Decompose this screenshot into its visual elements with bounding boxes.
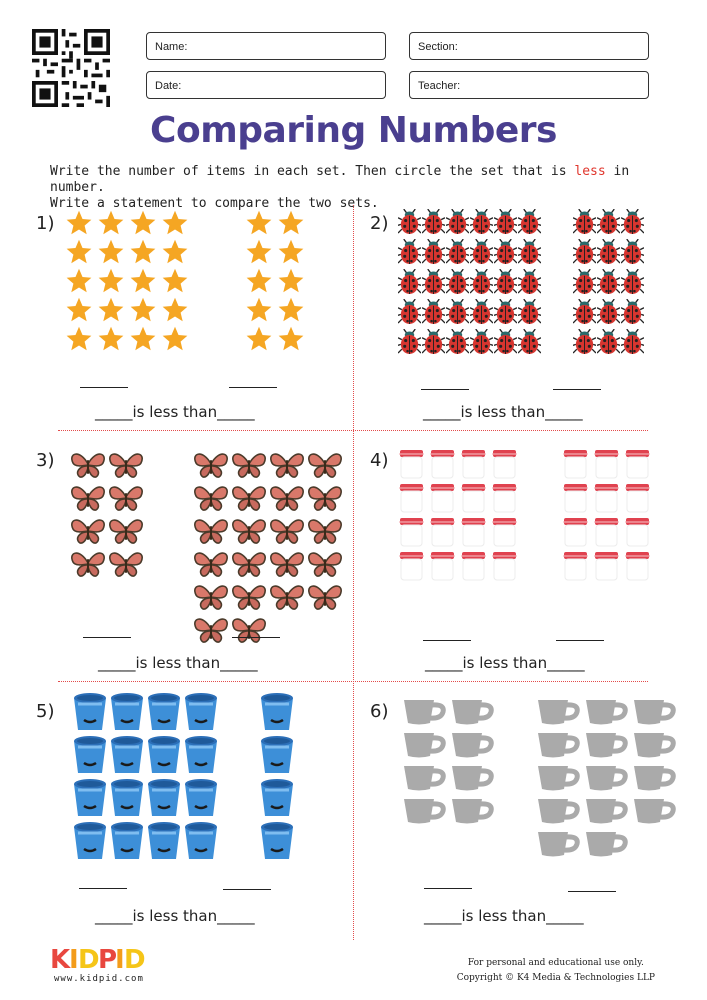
ladybug-icon [621,269,645,299]
butterfly-icon [231,583,269,616]
ladybug-icon [597,269,621,299]
bucket-icon [183,778,220,821]
date-label: Date: [155,80,182,92]
statement-3[interactable]: _____is less than_____ [98,654,258,672]
butterfly-icon [231,484,269,517]
cup-icon [536,797,584,830]
ladybug-icon [597,329,621,359]
cup-icon [584,797,632,830]
teacher-label: Teacher: [418,80,461,92]
jar-icon [429,551,460,585]
name-label: Name: [155,41,188,53]
cup-icon [450,731,498,764]
bucket-icon [183,821,220,864]
butterfly-icon [269,583,307,616]
cup-icon [632,698,680,731]
star-icon [128,296,160,325]
ladybug-icon [518,239,542,269]
bucket-icon [259,735,296,778]
copyright-notice [457,956,655,986]
statement-4[interactable]: _____is less than_____ [425,654,585,672]
butterfly-icon [70,517,108,550]
ladybug-icon [518,329,542,359]
jar-icon [593,551,624,585]
ladybug-icon [422,239,446,269]
vertical-divider [353,205,354,940]
cup-icon [450,698,498,731]
star-icon [96,238,128,267]
jar-icon [398,517,429,551]
butterfly-icon [231,550,269,583]
star-icon [128,325,160,354]
jar-icon [491,449,522,483]
star-icon [160,325,192,354]
ladybug-icon [573,329,597,359]
ladybug-icon [398,329,422,359]
ladybug-icon [518,209,542,239]
copyright-text: Copyright © K4 Media & Technologies LLP [456,973,655,983]
bucket-icon [72,778,109,821]
jar-icon [593,449,624,483]
ladybug-icon [518,299,542,329]
statement-1[interactable]: _____is less than_____ [95,403,255,421]
instructions [50,164,690,212]
bucket-icon [146,735,183,778]
star-icon [128,238,160,267]
instruction-line-2: Write a statement to compare the two sets. [50,196,379,211]
cup-icon [450,797,498,830]
star-icon [64,296,96,325]
answer-5-right[interactable] [223,889,271,890]
instruction-text: Write the number of items in each set. Then circle the set that is [50,164,575,179]
butterfly-icon [231,451,269,484]
statement-2[interactable]: _____is less than_____ [423,403,583,421]
star-icon [160,238,192,267]
set-2-left[interactable] [398,209,542,359]
jar-icon [491,483,522,517]
cup-icon [584,830,632,863]
ladybug-icon [470,209,494,239]
star-icon [64,238,96,267]
ladybug-icon [494,329,518,359]
svg-text:P: P [98,945,118,974]
butterfly-icon [307,484,345,517]
butterfly-icon [307,451,345,484]
ladybug-icon [597,209,621,239]
page-title: Comparing Numbers [150,110,557,151]
teacher-field[interactable] [409,71,649,99]
bucket-icon [183,735,220,778]
ladybug-icon [573,269,597,299]
butterfly-icon [269,451,307,484]
problem-3-number: 3) [36,450,55,471]
jar-icon [624,517,655,551]
ladybug-icon [621,329,645,359]
butterfly-icon [307,583,345,616]
ladybug-icon [470,329,494,359]
jar-icon [491,551,522,585]
ladybug-icon [621,239,645,269]
butterfly-icon [108,451,146,484]
ladybug-icon [422,299,446,329]
star-icon [244,296,276,325]
set-5-right[interactable] [259,692,296,864]
date-field[interactable] [146,71,386,99]
bucket-icon [109,821,146,864]
bucket-icon [259,821,296,864]
jar-icon [460,483,491,517]
jar-icon [562,449,593,483]
ladybug-icon [446,269,470,299]
problem-1-number: 1) [36,213,55,234]
butterfly-icon [269,550,307,583]
star-icon [160,267,192,296]
butterfly-icon [193,550,231,583]
cup-icon [402,797,450,830]
star-icon [244,238,276,267]
ladybug-icon [446,329,470,359]
star-icon [128,209,160,238]
bucket-icon [259,692,296,735]
star-icon [96,325,128,354]
bucket-icon [109,735,146,778]
bucket-icon [183,692,220,735]
ladybug-icon [398,239,422,269]
set-1-right[interactable] [244,209,308,354]
ladybug-icon [446,299,470,329]
star-icon [64,267,96,296]
jar-icon [593,517,624,551]
star-icon [96,267,128,296]
svg-text:D: D [78,945,100,974]
bucket-icon [109,692,146,735]
star-icon [244,325,276,354]
statement-6[interactable]: _____is less than_____ [424,907,584,925]
star-icon [244,267,276,296]
instruction-highlight: less [574,164,606,179]
ladybug-icon [422,209,446,239]
ladybug-icon [621,209,645,239]
star-icon [276,238,308,267]
problem-6-number: 6) [370,701,389,722]
ladybug-icon [494,209,518,239]
jar-icon [491,517,522,551]
star-icon [276,267,308,296]
ladybug-icon [518,269,542,299]
butterfly-icon [231,616,269,649]
butterfly-icon [193,451,231,484]
butterfly-icon [307,517,345,550]
bucket-icon [72,692,109,735]
ladybug-icon [597,239,621,269]
butterfly-icon [269,517,307,550]
section-label: Section: [418,41,458,53]
ladybug-icon [494,269,518,299]
cup-icon [402,764,450,797]
cup-icon [632,797,680,830]
answer-6-left[interactable] [424,888,472,889]
cup-icon [536,731,584,764]
star-icon [64,209,96,238]
set-6-left[interactable] [402,698,498,830]
bucket-icon [259,778,296,821]
instruction-text-end: in number. [50,164,630,195]
jar-icon [429,449,460,483]
star-icon [160,209,192,238]
ladybug-icon [398,299,422,329]
ladybug-icon [494,239,518,269]
butterfly-icon [193,517,231,550]
star-icon [276,296,308,325]
butterfly-icon [231,517,269,550]
bucket-icon [72,821,109,864]
ladybug-icon [573,209,597,239]
ladybug-icon [446,239,470,269]
butterfly-icon [70,550,108,583]
set-2-right[interactable] [573,209,645,359]
bucket-icon [72,735,109,778]
bucket-icon [146,778,183,821]
jar-icon [398,449,429,483]
jar-icon [562,483,593,517]
answer-2-right[interactable] [553,389,601,390]
cup-icon [584,764,632,797]
ladybug-icon [470,239,494,269]
svg-text:I: I [69,945,79,974]
problem-5-number: 5) [36,701,55,722]
cup-icon [632,731,680,764]
jar-icon [398,483,429,517]
cup-icon [402,731,450,764]
ladybug-icon [422,269,446,299]
butterfly-icon [307,550,345,583]
set-5-left[interactable] [72,692,220,864]
answer-3-left[interactable] [83,637,131,638]
ladybug-icon [470,269,494,299]
answer-1-left[interactable] [80,387,128,388]
star-icon [128,267,160,296]
bucket-icon [146,692,183,735]
row-divider-1 [58,430,648,431]
answer-5-left[interactable] [79,888,127,889]
instruction-line-1 [50,164,690,196]
jar-icon [429,483,460,517]
section-field[interactable] [409,32,649,60]
star-icon [96,296,128,325]
star-icon [244,209,276,238]
jar-icon [624,483,655,517]
statement-5[interactable]: _____is less than_____ [95,907,255,925]
problem-2-number: 2) [370,213,389,234]
usage-note: For personal and educational use only. [467,958,644,968]
star-icon [160,296,192,325]
answer-4-right[interactable] [556,640,604,641]
answer-3-right[interactable] [232,637,280,638]
bucket-icon [146,821,183,864]
star-icon [276,209,308,238]
cup-icon [402,698,450,731]
butterfly-icon [193,616,231,649]
butterfly-icon [70,451,108,484]
set-3-right[interactable] [193,451,345,649]
jar-icon [460,551,491,585]
ladybug-icon [470,299,494,329]
set-1-left[interactable] [64,209,192,354]
set-6-right[interactable] [536,698,680,863]
set-4-left[interactable] [398,449,522,585]
bucket-icon [109,778,146,821]
row-divider-2 [58,681,648,682]
ladybug-icon [398,269,422,299]
ladybug-icon [621,299,645,329]
cup-icon [536,698,584,731]
jar-icon [429,517,460,551]
cup-icon [584,698,632,731]
jar-icon [562,551,593,585]
cup-icon [632,764,680,797]
svg-text:I: I [115,945,125,974]
jar-icon [460,449,491,483]
ladybug-icon [573,239,597,269]
butterfly-icon [70,484,108,517]
star-icon [64,325,96,354]
star-icon [96,209,128,238]
jar-icon [593,483,624,517]
butterfly-icon [108,484,146,517]
answer-6-right[interactable] [568,891,616,892]
cup-icon [536,830,584,863]
answer-4-left[interactable] [423,640,471,641]
ladybug-icon [597,299,621,329]
set-3-left[interactable] [70,451,146,583]
website-text: www.kidpid.com [54,974,144,984]
qr-code-icon [32,29,110,107]
butterfly-icon [269,484,307,517]
jar-icon [460,517,491,551]
butterfly-icon [108,550,146,583]
star-icon [276,325,308,354]
cup-icon [584,731,632,764]
butterfly-icon [193,484,231,517]
jar-icon [398,551,429,585]
answer-1-right[interactable] [229,387,277,388]
ladybug-icon [494,299,518,329]
ladybug-icon [573,299,597,329]
problem-4-number: 4) [370,450,389,471]
jar-icon [624,449,655,483]
ladybug-icon [422,329,446,359]
jar-icon [562,517,593,551]
butterfly-icon [193,583,231,616]
answer-2-left[interactable] [421,389,469,390]
name-field[interactable] [146,32,386,60]
jar-icon [624,551,655,585]
svg-text:K: K [50,945,71,974]
cup-icon [536,764,584,797]
butterfly-icon [108,517,146,550]
ladybug-icon [446,209,470,239]
svg-text:D: D [124,945,145,974]
ladybug-icon [398,209,422,239]
cup-icon [450,764,498,797]
set-4-right[interactable] [562,449,655,585]
